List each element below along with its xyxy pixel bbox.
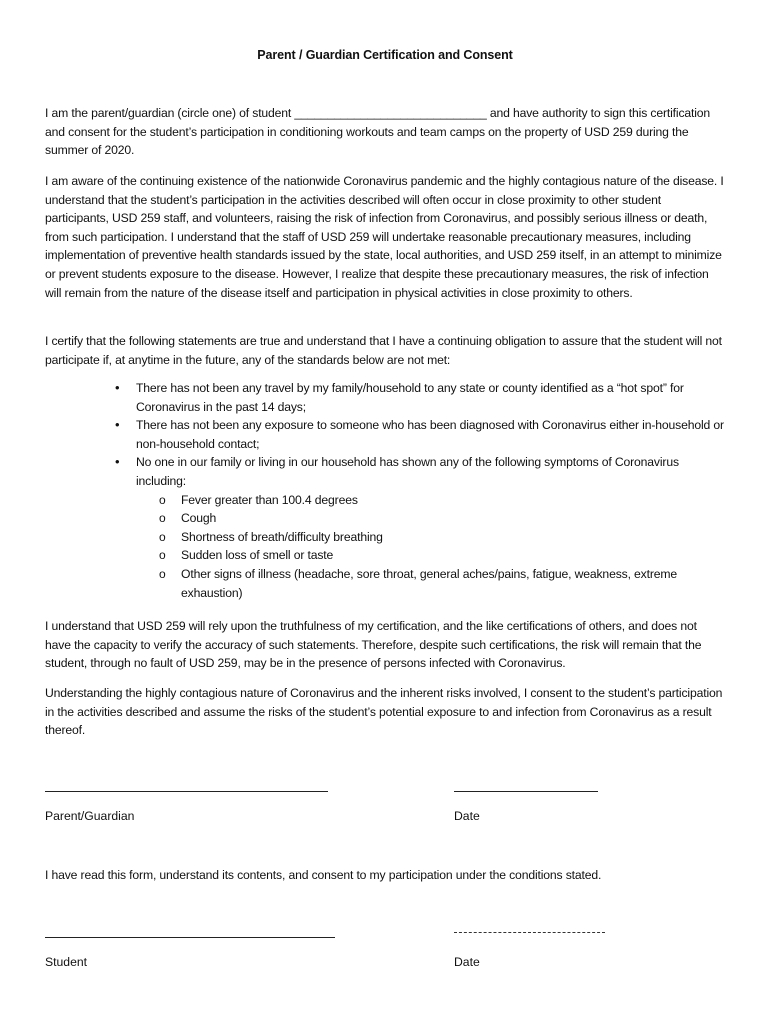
reliance-paragraph: I understand that USD 259 will rely upon the truthfulness of my certification, and the like certifications of others, and does not have the capacity to verify the accuracy of such statements. Therefore, despite such certifications, the risk will remain that the student, through no fault of USD 259, may be in the presence of persons infected with Coronavirus. <box>45 619 702 671</box>
list-item <box>45 416 725 453</box>
intro-paragraph: I am the parent/guardian (circle one) of student _____________________________ and have authority to sign this certification and consent for the student’s participation in conditioning workouts and team camps on the property of USD 259 during the summer of 2020. <box>45 106 711 158</box>
student-acknowledgement: I have read this form, understand its contents, and consent to my participation under the conditions stated. <box>45 868 602 882</box>
symptoms-list <box>136 491 725 603</box>
list-item <box>45 379 725 416</box>
form-title: Parent / Guardian Certification and Consent <box>257 48 513 62</box>
travel-statement: There has not been any travel by my family/household to any state or county identified as a “hot spot” for Coronavirus in the past 14 days; <box>136 381 684 414</box>
parent-date-line[interactable] <box>454 791 598 792</box>
exposure-statement: There has not been any exposure to someone who has been diagnosed with Coronavirus either in-household or non-household contact; <box>136 418 724 451</box>
symptom-item: o Cough <box>136 509 725 528</box>
parent-guardian-label: Parent/Guardian <box>45 809 135 823</box>
list-item <box>45 453 725 602</box>
awareness-paragraph: I am aware of the continuing existence of the nationwide Coronavirus pandemic and the highly contagious nature of the disease. I understand that the student’s participation in the activities described will often occur in close proximity to other student participants, USD 259 staff, and volunteers, raising the risk of infection from Coronavirus, and possibly serious illness or death, from such participation. I understand that the staff of USD 259 will undertake reasonable precautionary measures, including implementation of preventive health standards issued by the state, local authorities, and USD 259 itself, in an attempt to minimize or prevent students exposure to the disease. However, I realize that despite these precautionary measures, the risk of infection will remain from the nature of the disease itself and participation in physical activities in close proximity to others. <box>45 174 724 300</box>
symptom-item: o Other signs of illness (headache, sore throat, general aches/pains, fatigue, weakness, extreme exhaustion) <box>136 565 725 602</box>
student-label: Student <box>45 955 88 969</box>
symptom-item: o Shortness of breath/difficulty breathing <box>136 528 725 547</box>
certification-paragraph: I certify that the following statements are true and understand that I have a continuing obligation to assure that the student will not participate if, at anytime in the future, any of the standards below are not met: <box>45 334 722 367</box>
student-signature-line[interactable] <box>45 937 335 938</box>
symptom-item: o Fever greater than 100.4 degrees <box>136 491 725 510</box>
standards-list <box>45 379 725 602</box>
symptoms-statement: No one in our family or living in our household has shown any of the following symptoms of Coronavirus including: <box>136 455 679 488</box>
consent-paragraph: Understanding the highly contagious nature of Coronavirus and the inherent risks involved, I consent to the student’s participation in the activities described and assume the risks of the student’s potential exposure to and infection from Coronavirus as a result thereof. <box>45 686 723 738</box>
parent-date-label: Date <box>454 809 480 823</box>
student-date-line[interactable] <box>454 932 605 933</box>
student-date-label: Date <box>454 955 480 969</box>
symptom-item: o Sudden loss of smell or taste <box>136 546 725 565</box>
parent-signature-line[interactable] <box>45 791 328 792</box>
